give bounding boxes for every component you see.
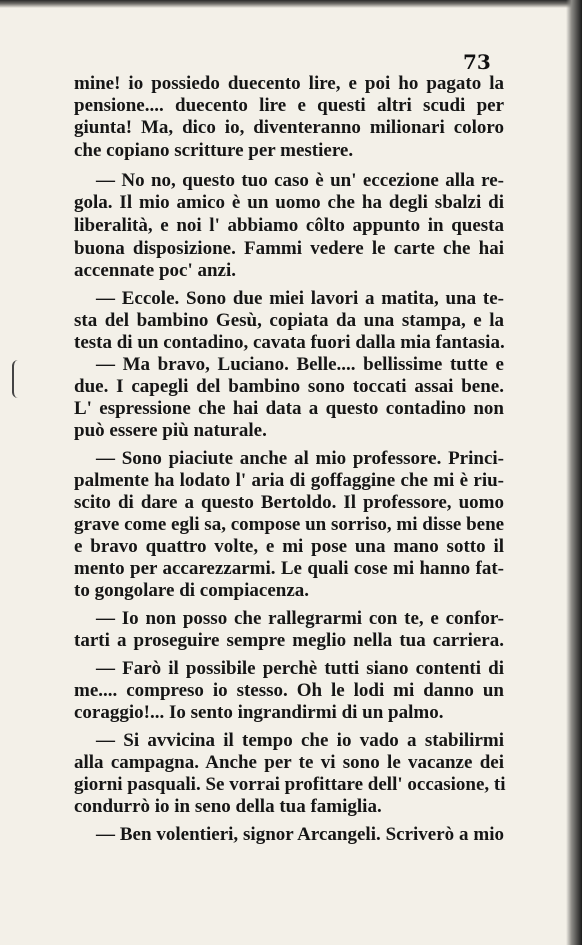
text-line: to gongolare di compiacenza.: [74, 580, 310, 601]
text-line: giorni pasquali. Se vorrai profittare dell' occasione, ti: [74, 774, 506, 795]
text-line: — Si avvicina il tempo che io vado a stabilirmi: [96, 730, 504, 751]
text-line: — Farò il possibile perchè tutti siano contenti di: [96, 658, 504, 679]
text-line: condurrò io in seno della tua famiglia.: [74, 796, 382, 817]
text-line: liberalità, e noi l' abbiamo côlto appunto in questa: [74, 215, 504, 236]
text-line: coraggio!... Io sento ingrandirmi di un palmo.: [74, 702, 444, 723]
text-line: — Sono piaciute anche al mio professore. Princi-: [96, 448, 504, 469]
page-top-edge-shadow: [0, 0, 582, 8]
text-line: pensione.... duecento lire e questi altri scudi per: [74, 95, 504, 116]
text-line: L' espressione che hai data a questo contadino non: [74, 398, 504, 419]
text-line: — No no, questo tuo caso è un' eccezione alla re-: [96, 170, 504, 191]
text-line: — Eccole. Sono due miei lavori a matita, una te-: [96, 288, 504, 309]
text-line: giunta! Ma, dico io, diventeranno milionari coloro: [74, 117, 504, 138]
text-line: — Ma bravo, Luciano. Belle.... bellissime tutte e: [96, 354, 504, 375]
text-line: mento per accarezzarmi. Le quali cose mi hanno fat-: [74, 558, 504, 579]
text-line: — Io non posso che rallegrarmi con te, e confor-: [96, 608, 504, 629]
page-number: 73: [463, 50, 491, 74]
text-line: che copiano scritture per mestiere.: [74, 140, 354, 161]
text-line: tarti a proseguire sempre meglio nella tua carriera.: [74, 630, 504, 651]
text-line: mine! io possiedo duecento lire, e poi ho pagato la: [74, 73, 504, 94]
page-binding-shadow: [566, 0, 582, 945]
text-line: due. I capegli del bambino sono toccati assai bene.: [74, 376, 504, 397]
text-line: testa di un contadino, cavata fuori dalla mia fantasia.: [74, 332, 505, 353]
text-line: può essere più naturale.: [74, 420, 267, 441]
text-line: scito di dare a questo Bertoldo. Il professore, uomo: [74, 492, 504, 513]
text-line: accennate poc' anzi.: [74, 260, 237, 281]
text-line: e bravo quattro volte, e mi pose una mano sotto il: [74, 536, 504, 557]
text-line: me.... compreso io stesso. Oh le lodi mi danno un: [74, 680, 504, 701]
text-line: — Ben volentieri, signor Arcangeli. Scriverò a mio: [96, 824, 504, 845]
margin-bracket-mark: [12, 360, 24, 398]
text-line: gola. Il mio amico è un uomo che ha degli sbalzi di: [74, 192, 504, 213]
text-line: grave come egli sa, compose un sorriso, mi disse bene: [74, 514, 505, 535]
text-line: alla campagna. Anche per te vi sono le vacanze dei: [74, 752, 504, 773]
text-line: sta del bambino Gesù, copiata da una stampa, e la: [74, 310, 504, 331]
text-line: buona disposizione. Fammi vedere le carte che hai: [74, 238, 504, 259]
text-line: palmente ha lodato l' aria di goffaggine che mi è riu-: [74, 470, 504, 491]
